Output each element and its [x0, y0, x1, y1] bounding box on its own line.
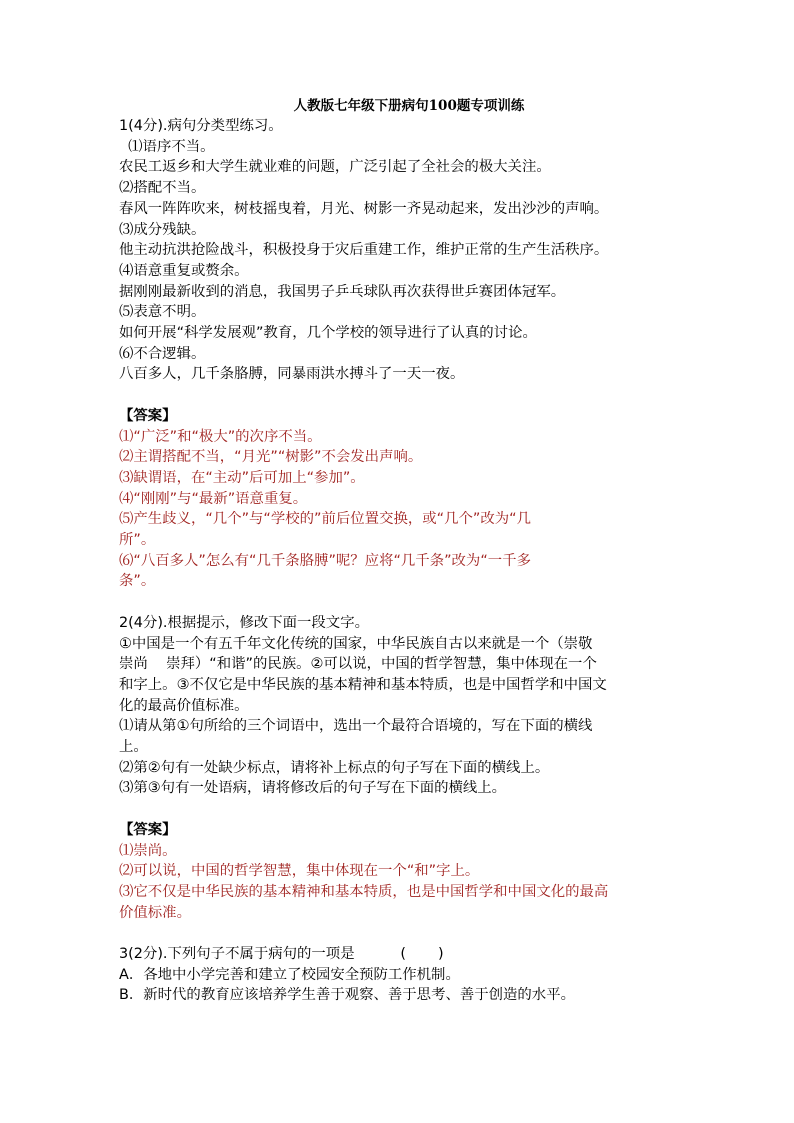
question-line: ⑹不合逻辑。: [119, 345, 206, 362]
answer-line: ⑷“刚刚”与“最新”语意重复。: [119, 490, 308, 507]
answer-label: 【答案】: [119, 821, 177, 838]
answer-line: ⑴“广泛”和“极大”的次序不当。: [119, 428, 322, 445]
question-1: [119, 116, 679, 385]
answer-2: [119, 820, 679, 924]
question-header: 1(4分).病句分类型练习。: [119, 118, 283, 134]
answer-line: ⑶缺谓语，在“主动”后可加上“参加”。: [119, 469, 365, 486]
question-line: ⑷语意重复或赘余。: [119, 262, 249, 279]
answer-line: ⑵可以说，中国的哲学智慧，集中体现在一个“和”字上。: [119, 863, 480, 880]
answer-line: ⑹“八百多人”怎么有“几千条胳膊”呢？应将“几千条”改为“一千多 条”。: [119, 552, 531, 590]
question-line: ⑴语序不当。: [119, 138, 215, 155]
question-line: 他主动抗洪抢险战斗，积极投身于灾后重建工作，维护正常的生产生活秩序。: [119, 242, 609, 259]
question-header: 3(2分).下列句子不属于病句的一项是 ( ): [119, 946, 444, 963]
answer-1: [119, 406, 679, 592]
question-line: ⑵搭配不当。: [119, 180, 206, 197]
spacer: [119, 923, 679, 944]
question-line: 八百多人，几千条胳膊，同暴雨洪水搏斗了一天一夜。: [119, 366, 465, 383]
spacer: [119, 592, 679, 613]
answer-line: ⑶它不仅是中华民族的基本精神和基本特质，也是中国哲学和中国文化的最高 价值标准。: [119, 883, 609, 921]
question-line: ⑶成分残缺。: [119, 221, 206, 238]
question-paragraph: ①中国是一个有五千年文化传统的国家，中华民族自古以来就是一个（崇敬 崇尚 崇拜）“和谐”的民族。②可以说，中国的哲学智慧，集中体现在一个 和字上。③不仅它是中华民族的基本精神和基本特质，也是中国哲学和中国文 化的最高价值标准。: [119, 635, 607, 714]
answer-line: ⑵主谓搭配不当，“月光”“树影”不会发出声响。: [119, 449, 423, 466]
option-b: B．新时代的教育应该培养学生善于观察、善于思考、善于创造的水平。: [119, 987, 575, 1004]
question-3: [119, 944, 679, 1006]
question-line: 如何开展“科学发展观”教育，几个学校的领导进行了认真的讨论。: [119, 325, 537, 342]
question-line: 春风一阵阵吹来，树枝摇曳着，月光、树影一齐晃动起来，发出沙沙的声响。: [119, 200, 609, 217]
question-2: [119, 613, 679, 799]
document-content: [119, 96, 679, 1006]
answer-label: 【答案】: [119, 407, 177, 424]
answer-line: ⑴崇尚。: [119, 842, 177, 859]
answer-line: ⑸产生歧义，“几个”与“学校的”前后位置交换，或“几个”改为“几 所”。: [119, 511, 531, 549]
option-a: A．各地中小学完善和建立了校园安全预防工作机制。: [119, 966, 460, 983]
question-line: ⑸表意不明。: [119, 304, 206, 321]
question-header: 2(4分).根据提示，修改下面一段文字。: [119, 614, 369, 631]
question-line: 农民工返乡和大学生就业难的问题，广泛引起了全社会的极大关注。: [119, 159, 551, 176]
question-line: ⑶第③句有一处语病，请将修改后的句子写在下面的横线上。: [119, 780, 507, 797]
question-line: ⑵第②句有一处缺少标点，请将补上标点的句子写在下面的横线上。: [119, 759, 550, 776]
page-title: 人教版七年级下册病句100题专项训练: [293, 98, 525, 114]
question-line: 据刚刚最新收到的消息，我国男子乒乓球队再次获得世乒赛团体冠军。: [119, 283, 566, 300]
question-line: ⑴请从第①句所给的三个词语中，选出一个最符合语境的，写在下面的横线 上。: [119, 718, 593, 756]
